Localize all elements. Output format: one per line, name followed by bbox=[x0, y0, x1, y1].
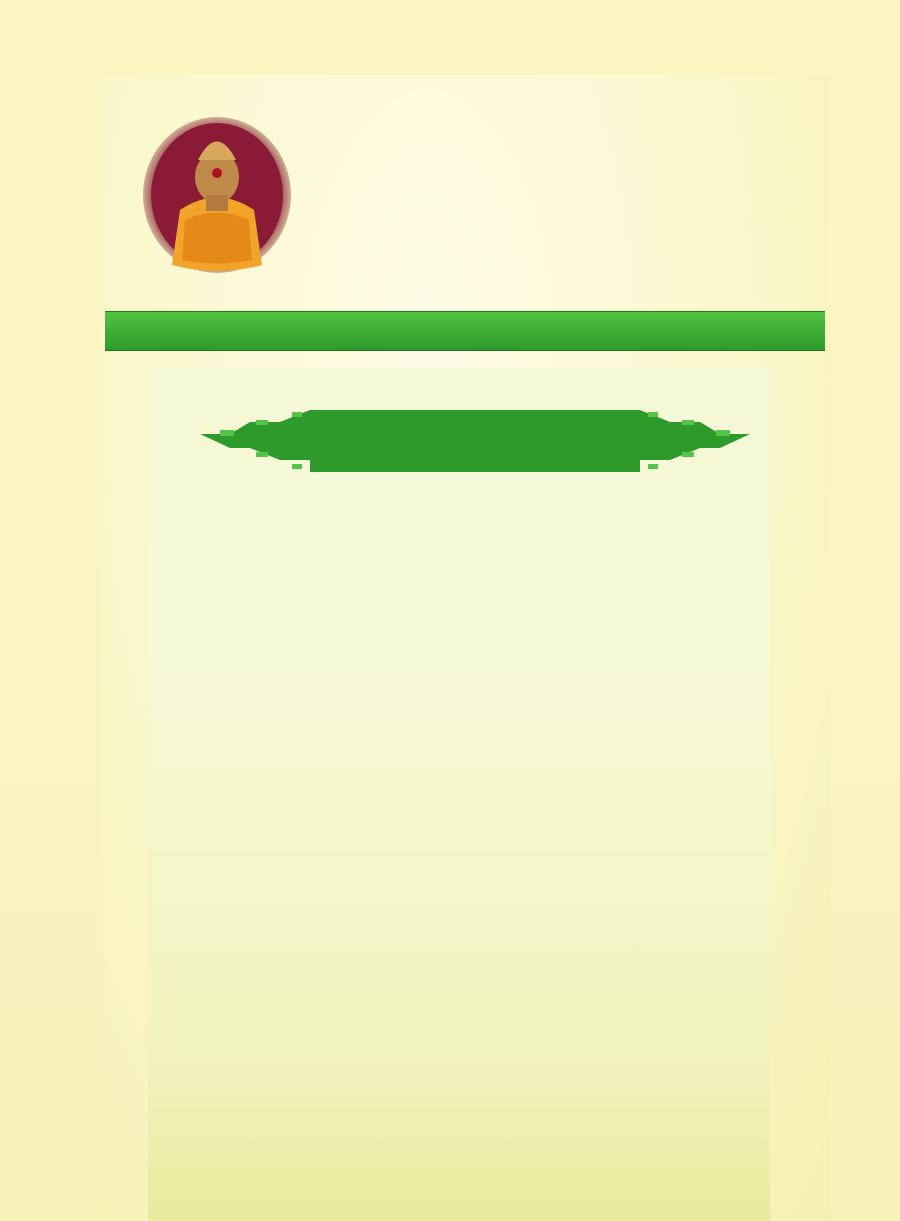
heading-ornament-icon bbox=[200, 400, 750, 482]
rose-flower-icon bbox=[790, 1060, 900, 1180]
jasmine-garland-left-icon bbox=[50, 68, 98, 1128]
marigold-garland-icon bbox=[50, 50, 890, 110]
contract-banner bbox=[105, 311, 825, 351]
deity-portrait-icon bbox=[140, 115, 295, 275]
jasmine-garland-right-icon bbox=[838, 68, 886, 1128]
menu-panel bbox=[148, 368, 770, 1221]
rose-flower-icon bbox=[15, 1060, 145, 1180]
